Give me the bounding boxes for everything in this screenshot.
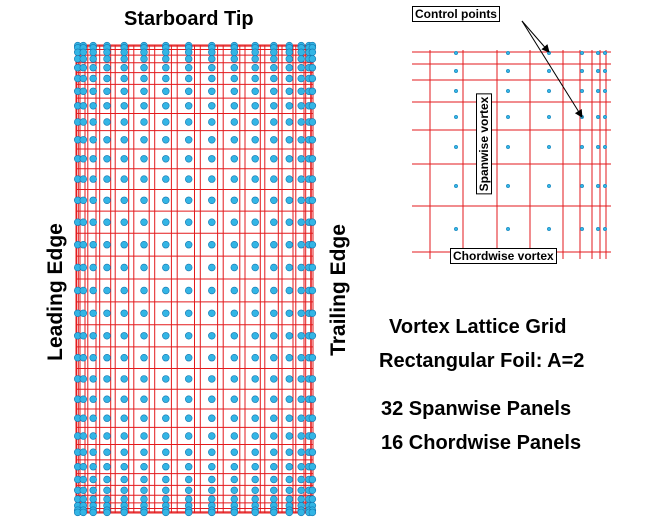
control-point-arrows [522, 21, 582, 117]
foil-description: Rectangular Foil: A=2 [379, 350, 585, 372]
inset-control-point [603, 89, 607, 93]
inset-control-point [454, 184, 458, 188]
inset-control-point [506, 69, 510, 73]
inset-control-point [454, 227, 458, 231]
inset-control-point [603, 115, 607, 119]
inset-control-point [506, 51, 510, 55]
inset-control-point [580, 69, 584, 73]
chordwise-vortex-label: Chordwise vortex [450, 248, 557, 264]
inset-control-point [596, 89, 600, 93]
inset-control-point [506, 227, 510, 231]
inset-control-point [596, 184, 600, 188]
pointer-arrow [522, 21, 582, 117]
inset-control-point [454, 69, 458, 73]
inset-control-point [454, 89, 458, 93]
inset-control-point [506, 145, 510, 149]
inset-control-point [596, 69, 600, 73]
inset-control-point [547, 145, 551, 149]
control-points-label: Control points [412, 6, 500, 22]
inset-control-point [506, 184, 510, 188]
inset-control-point [580, 89, 584, 93]
inset-control-point [603, 51, 607, 55]
spanwise-vortex-label: Spanwise vortex [476, 94, 492, 195]
chordwise-panels-text: 16 Chordwise Panels [381, 432, 582, 454]
inset-control-point [506, 89, 510, 93]
pointer-arrow [522, 21, 549, 52]
leading-edge-label: Leading Edge [44, 223, 67, 361]
inset-control-point [547, 69, 551, 73]
inset-control-point [454, 115, 458, 119]
inset-control-point [506, 115, 510, 119]
inset-control-point [603, 227, 607, 231]
starboard-tip-label: Starboard Tip [124, 8, 254, 30]
inset-control-point [547, 89, 551, 93]
inset-control-point [603, 145, 607, 149]
inset-control-point [596, 51, 600, 55]
inset-control-point [454, 51, 458, 55]
inset-control-point [603, 184, 607, 188]
inset-control-point [580, 145, 584, 149]
spanwise-panels-text: 32 Spanwise Panels [381, 398, 572, 420]
inset-control-point [596, 227, 600, 231]
inset-control-point [580, 227, 584, 231]
vortex-lattice-grid-title: Vortex Lattice Grid [389, 316, 567, 338]
inset-control-point [596, 115, 600, 119]
inset-control-point [454, 145, 458, 149]
inset-control-point [580, 51, 584, 55]
trailing-edge-label: Trailing Edge [327, 224, 350, 356]
inset-control-point [580, 184, 584, 188]
inset-control-point [547, 227, 551, 231]
inset-control-point [547, 115, 551, 119]
inset-control-point [596, 145, 600, 149]
inset-control-point [547, 184, 551, 188]
inset-control-point [603, 69, 607, 73]
